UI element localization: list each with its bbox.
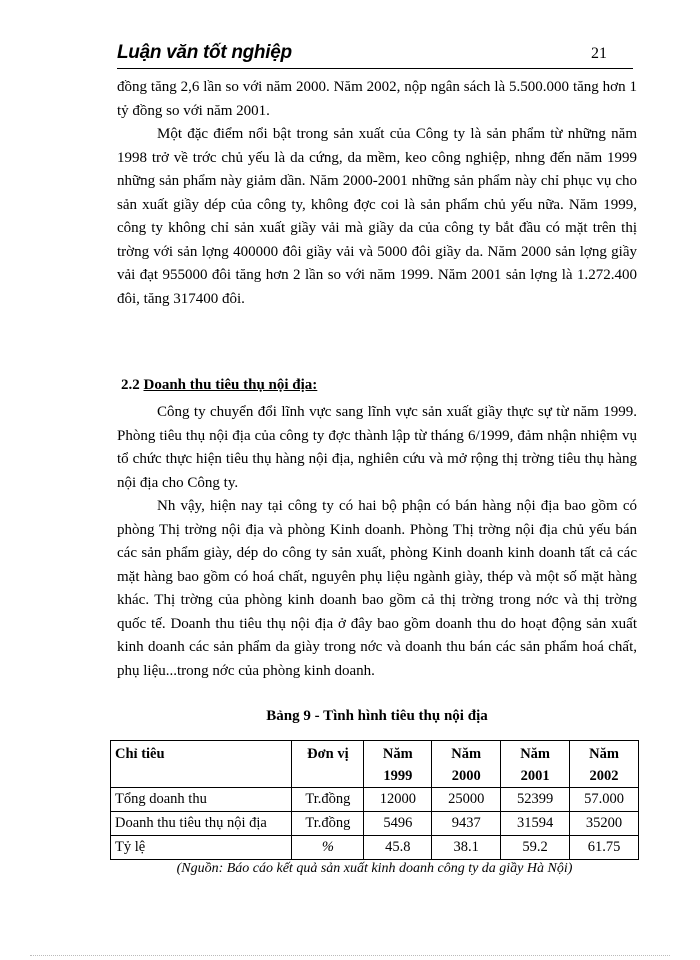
table-source-note: (Nguồn: Báo cáo kết quả sản xuất kinh doanh công ty da giầy Hà Nội): [176, 861, 573, 876]
table-row: [111, 812, 639, 836]
cell-value: 61.75: [570, 836, 639, 860]
cell-indicator: Tỷ lệ: [111, 836, 292, 860]
cell-unit: Tr.đồng: [292, 788, 364, 812]
body-text-block-2: [117, 401, 637, 683]
sales-table: [110, 740, 639, 860]
header-year: Năm 2000: [432, 741, 501, 788]
page-header: [117, 42, 633, 69]
cell-value: 31594: [501, 812, 570, 836]
table-row: [111, 836, 639, 860]
paragraph: Công ty chuyển đổi lĩnh vực sang lĩnh vực sản xuất giầy thực sự từ năm 1999. Phòng tiêu thụ nội địa của công ty đợc thành lập từ tháng 6/1999, đảm nhận nhiệm vụ tổ chức thực hiện tiêu thụ hàng nội địa, nghiên cứu và mở rộng thị trờng tiêu thụ hàng nội địa cho Công ty.: [117, 404, 637, 491]
cell-indicator: Tổng doanh thu: [111, 788, 292, 812]
cell-value: 9437: [432, 812, 501, 836]
table-row: [111, 788, 639, 812]
cell-value: 59.2: [501, 836, 570, 860]
paragraph: đồng tăng 2,6 lần so với năm 2000. Năm 2002, nộp ngân sách là 5.500.000 tăng hơn 1 tỷ đồng so với năm 2001.: [117, 79, 637, 119]
section-title: Doanh thu tiêu thụ nội địa:: [143, 377, 318, 393]
cell-value: 45.8: [364, 836, 432, 860]
body-text-block-1: [117, 76, 637, 311]
footer-divider: [30, 955, 670, 956]
header-year: Năm 1999: [364, 741, 432, 788]
cell-value: 57.000: [570, 788, 639, 812]
table-title: Bảng 9 - Tình hình tiêu thụ nội địa: [266, 708, 488, 724]
section-heading: [121, 377, 317, 394]
cell-indicator: Doanh thu tiêu thụ nội địa: [111, 812, 292, 836]
cell-value: 35200: [570, 812, 639, 836]
document-title: Luận văn tốt nghiệp: [117, 42, 292, 63]
header-indicator: Chỉ tiêu: [111, 741, 292, 788]
cell-value: 52399: [501, 788, 570, 812]
section-number: 2.2: [121, 377, 140, 393]
cell-value: 12000: [364, 788, 432, 812]
cell-value: 38.1: [432, 836, 501, 860]
header-year: Năm 2002: [570, 741, 639, 788]
cell-unit: Tr.đồng: [292, 812, 364, 836]
page-number: 21: [591, 45, 607, 62]
paragraph: Nh vậy, hiện nay tại công ty có hai bộ phận có bán hàng nội địa bao gồm có phòng Thị trờng nội địa và phòng Kinh doanh. Phòng Thị trờng nội địa chủ yếu bán các sản phẩm giày, dép do công ty sản xuất, phòng Kinh doanh kinh doanh tất cả các mặt hàng bao gồm có hoá chất, nguyên phụ liệu ngành giày, thép và một số mặt hàng khác. Thị trờng của phòng kinh doanh bao gồm cả thị trờng trong nớc và thị trờng quốc tế. Doanh thu tiêu thụ nội địa ở đây bao gồm doanh thu do hoạt động sản xuất kinh doanh các sản phẩm da giày trong nớc và doanh thu bán các sản phẩm hoá chất, phụ liệu...trong nớc của phòng kinh doanh.: [117, 498, 637, 679]
cell-value: 5496: [364, 812, 432, 836]
cell-value: 25000: [432, 788, 501, 812]
cell-unit: %: [292, 836, 364, 860]
paragraph: Một đặc điểm nổi bật trong sản xuất của Công ty là sản phẩm từ những năm 1998 trở về trớc chủ yếu là da cứng, da mềm, keo công nghiệp, nhng đến năm 1999 những sản phẩm này giảm dần. Năm 2000-2001 những sản phẩm này chỉ phục vụ cho sản xuất giầy dép của công ty, không đợc coi là sản phẩm chủ yếu nữa. Năm 1999, công ty không chỉ sản xuất giầy vải mà giầy da của công ty bắt đầu có mặt trên thị trờng với sản lợng 400000 đôi giầy vải và 5000 đôi giầy da. Năm 2000 sản lợng giầy vải đạt 955000 đôi tăng hơn 2 lần so với năm 1999. Năm 2001 sản lợng là 1.272.400 đôi, tăng 317400 đôi.: [117, 126, 637, 307]
header-year: Năm 2001: [501, 741, 570, 788]
table-header-row: [111, 741, 639, 788]
header-unit: Đơn vị: [292, 741, 364, 788]
